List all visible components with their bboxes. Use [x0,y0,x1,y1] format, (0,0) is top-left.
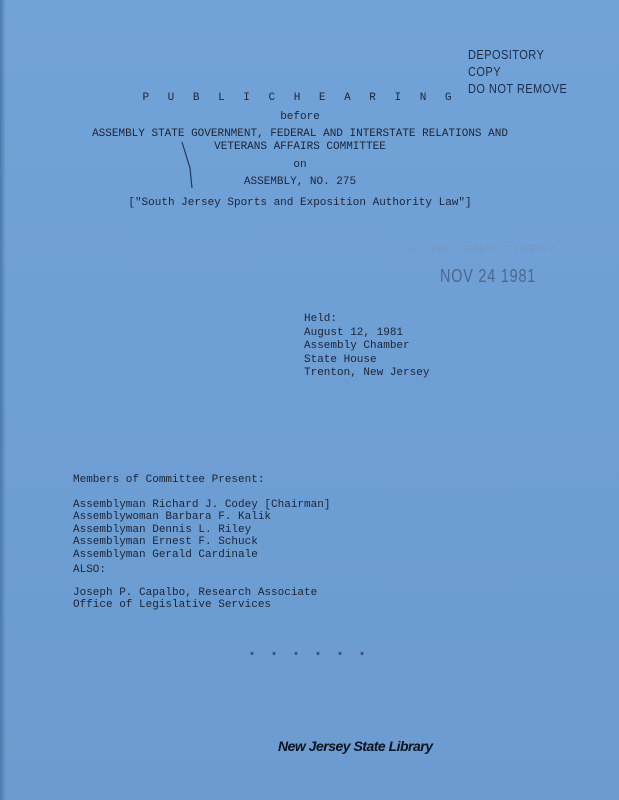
stamp-line-1: DEPOSITORY COPY [468,47,545,79]
held-place-1: Assembly Chamber [304,340,410,352]
member-item: Assemblyman Richard J. Codey [Chairman] [73,498,331,511]
held-place-3: Trenton, New Jersey [304,367,430,379]
depository-stamp [468,46,570,97]
page-left-edge [0,0,6,800]
law-name: ["South Jersey Sports and Exposition Authority Law"] [128,197,472,209]
held-block [304,313,429,381]
member-item: Assemblyman Gerald Cardinale [73,548,258,561]
members-block [73,474,330,561]
also-heading: ALSO: [73,564,107,576]
held-place-2: State House [304,353,377,366]
also-line-1: Joseph P. Capalbo, Research Associate [73,586,318,599]
held-label: Held: [304,313,338,325]
bill-number: ASSEMBLY, NO. 275 [243,176,357,188]
pen-mark [178,140,208,190]
on-text: on [293,159,307,171]
also-block [73,564,317,612]
attorney-general-library-stamp: ATTORNEY GENERAL'S LIBRARY [408,244,556,255]
committee-line-1: ASSEMBLY STATE GOVERNMENT, FEDERAL AND INTERSTATE RELATIONS AND [92,128,508,140]
separator-stars: * * * * * * [248,652,370,663]
document-title: P U B L I C H E A R I N G [142,92,458,104]
received-date-stamp: NOV 24 1981 [440,266,537,286]
stamp-line-2: DO NOT REMOVE [468,81,568,96]
committee-line-2: VETERANS AFFAIRS COMMITTEE [214,141,386,153]
members-heading: Members of Committee Present: [73,474,265,486]
member-item: Assemblyman Dennis L. Riley [73,523,252,536]
member-item: Assemblyman Ernest F. Schuck [73,536,258,548]
also-line-2: Office of Legislative Services [73,599,272,611]
library-footer-imprint: New Jersey State Library [278,738,433,754]
before-text: before [280,111,320,123]
held-date: August 12, 1981 [304,326,404,339]
member-item: Assemblywoman Barbara F. Kalik [73,511,272,523]
